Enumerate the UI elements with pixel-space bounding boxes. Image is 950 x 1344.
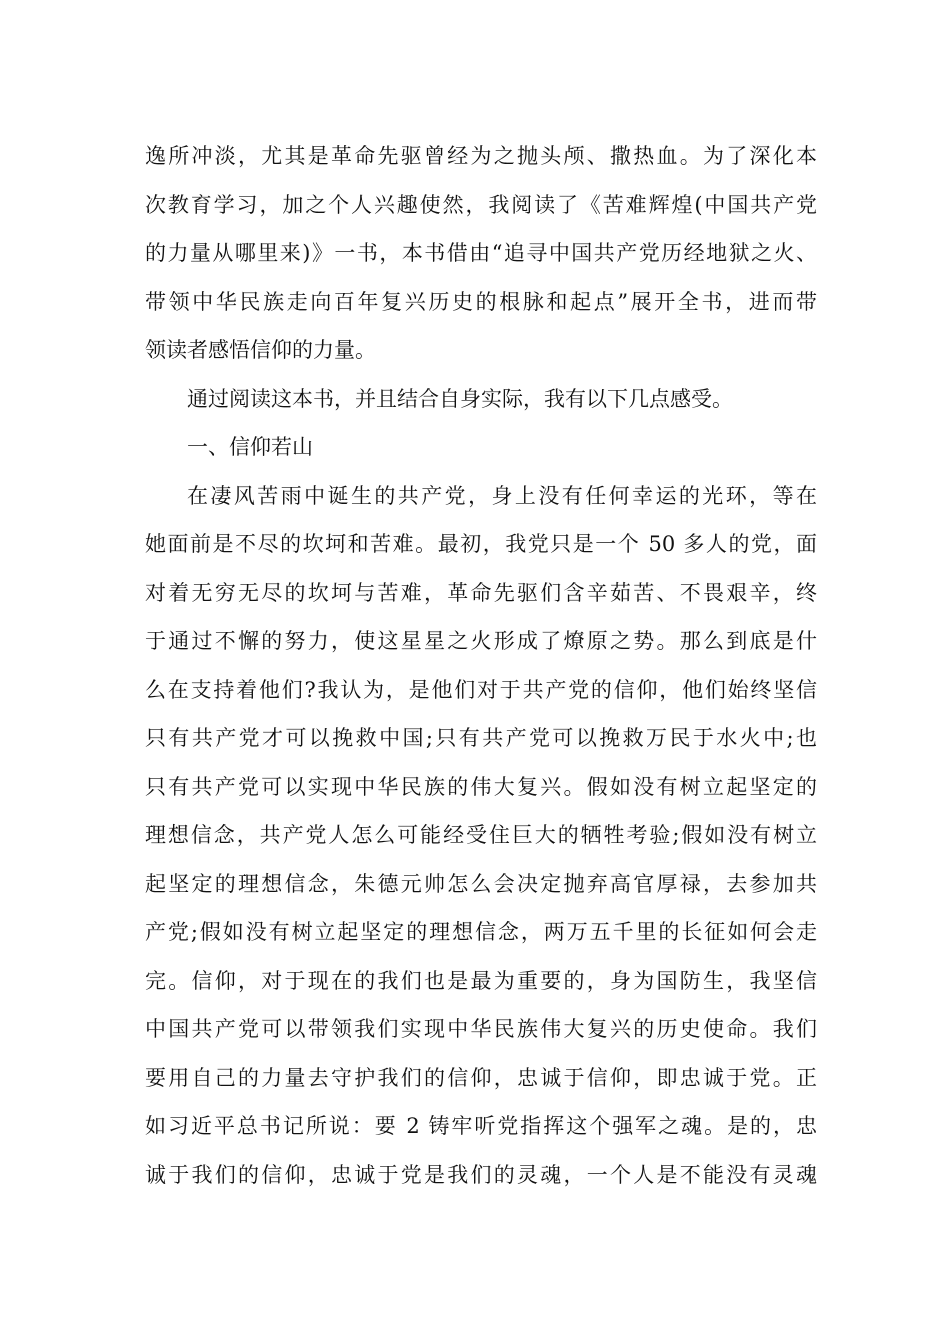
text-line: 诚于我们的信仰，忠诚于党是我们的灵魂，一个人是不能没有灵魂 — [145, 1162, 817, 1187]
text-line: 只有共产党可以实现中华民族的伟大复兴。假如没有树立起坚定的 — [145, 774, 817, 799]
text-line: 通过阅读这本书，并且结合自身实际，我有以下几点感受。 — [187, 386, 733, 411]
text-line: 只有共产党才可以挽救中国;只有共产党可以挽救万民于水火中;也 — [145, 726, 817, 750]
text-line: 领读者感悟信仰的力量。 — [145, 338, 376, 362]
text-line: 她面前是不尽的坎坷和苦难。最初，我党只是一个 50 多人的党，面 — [145, 532, 817, 556]
text-line: 么在支持着他们?我认为，是他们对于共产党的信仰，他们始终坚信 — [145, 677, 817, 702]
text-line: 起坚定的理想信念，朱德元帅怎么会决定抛弃高官厚禄，去参加共 — [145, 871, 817, 896]
text-line: 逸所冲淡，尤其是革命先驱曾经为之抛头颅、撒热血。为了深化本 — [145, 144, 817, 168]
text-line: 理想信念，共产党人怎么可能经受住巨大的牺牲考验;假如没有树立 — [145, 823, 817, 847]
text-line: 对着无穷无尽的坎坷与苦难，革命先驱们含辛茹苦、不畏艰辛，终 — [145, 580, 817, 605]
text-line: 于通过不懈的努力，使这星星之火形成了燎原之势。那么到底是什 — [145, 629, 817, 653]
text-line: 的力量从哪里来)》一书，本书借由“追寻中国共产党历经地狱之火、 — [145, 241, 817, 265]
text-line: 如习近平总书记所说：要 2 铸牢听党指挥这个强军之魂。是的，忠 — [145, 1114, 817, 1138]
document-body — [145, 132, 817, 1199]
text-line: 中国共产党可以带领我们实现中华民族伟大复兴的历史使命。我们 — [145, 1017, 817, 1041]
text-line: 次教育学习，加之个人兴趣使然，我阅读了《苦难辉煌(中国共产党 — [145, 192, 817, 217]
text-line: 要用自己的力量去守护我们的信仰，忠诚于信仰，即忠诚于党。正 — [145, 1065, 817, 1090]
text-line: 一、信仰若山 — [187, 435, 313, 459]
text-line: 带领中华民族走向百年复兴历史的根脉和起点”展开全书，进而带 — [145, 289, 817, 314]
text-line: 在凄风苦雨中诞生的共产党，身上没有任何幸运的光环，等在 — [187, 483, 817, 508]
text-line: 产党;假如没有树立起坚定的理想信念，两万五千里的长征如何会走 — [145, 920, 817, 944]
text-line: 完。信仰，对于现在的我们也是最为重要的，身为国防生，我坚信 — [145, 968, 817, 993]
